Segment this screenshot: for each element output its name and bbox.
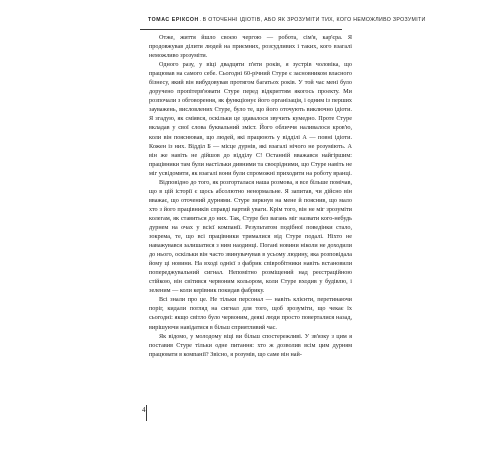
running-header xyxy=(148,17,448,23)
header-separator: . xyxy=(199,17,202,23)
paragraph: Відповідно до того, як розгорталася наша розмова, я все більше помічав, що в цій історії є щось абсолютно ненормальне. Я запитав, чи дійсно він вважає, що оточений дурнями. Стуре зиркнув на мене й пояснив, що мало хто з його працівників справді вартий уваги. Крім того, він не міг зрозуміти колегам, як ставиться до них. Так, Стуре без вагань міг назвати кого-небудь дурнем на очах у всієї компанії. Результатом подібної поведінки стало, зокрема, те, що всі працівники трималися від Стуре подалі. Ніхто не наважувався залишатися з ним наодинці. Погані новини ніколи не доходили до нього, оскільки він часто звинувачував в усьому людину, яка розповідала йому ці новини. На вході однієї з фабрик співробітники навіть встановили попереджувальний сигнал. Непомітно розміщений над реєстраційною стійкою, він світився червоним кольором, коли Стуре входив у будівлю, і зеленим — коли керівник покидав фабрику. xyxy=(149,178,352,295)
header-title: В ОТОЧЕННІ ІДІОТІВ, АБО ЯК ЗРОЗУМІТИ ТИХ, КОГО НЕМОЖЛИВО ЗРОЗУМІТИ xyxy=(202,17,426,23)
paragraph: Одного разу, у віці двадцяти п'яти років, я зустрів чоловіка, що працював на самого себе. Сьогодні 60-річний Стуре є засновником власного бізнесу, який він вибудовував протягом багатьох років. У той час мені було доручено пропітерв'ювати Стуре перед відкриттям якогось проекту. Ми розпочали з обговорення, як функціонує його організація, і одним із перших зауважень, висловлених Стуре, було те, що його оточують виключно ідіоти. Я згадую, як сміявся, оскільки це здавалося звучить кумедно. Проте Стуре вкладав у свої слова буквальний зміст. Його обличчя наливалося кров'ю, коли він пояснював, що людей, які працюють у відділі А — повні ідіоти. Кожен із них. Відділ Б — місце дурнів, які взагалі нічого не розуміють. А він же навіть не дійшов до відділу С! Останній вважався найгіршим: працівники там були настільки дивними та своєрідними, що Стуре навіть не міг усвідомити, як взагалі вони були спроможні приходити на роботу вранці. xyxy=(149,61,352,177)
paragraph: Як відомо, у молодому віці ви більш спостережливі. У зв'язку з цим я поставив Стуре тільки одне питання: хто ж дозволив всім цим дурням працювати в компанії? Звісно, я розумів, що саме він най- xyxy=(149,332,352,358)
header-author: ТОМАС ЕРІКСОН xyxy=(148,17,199,23)
header-rule xyxy=(140,29,342,30)
paragraph: Отже, життя йшло своєю чергою — робота, сім'я, кар'єра. Я продовжував ділити людей на приємних, розсудливих і таких, кого взагалі неможливо зрозуміти. xyxy=(149,34,352,60)
body-text xyxy=(149,33,352,359)
page-number: 4 xyxy=(142,406,146,414)
folio-rule xyxy=(146,405,147,421)
paragraph: Всі знали про це. Не тільки персонал — навіть клієнти, перетинаючи поріг, кидали погляд на сигнал для того, щоб зрозуміти, що чекає їх сьогодні: якщо світло було червоним, деякі люди просто поверталися назад, вирішуючи навідатися в більш сприятливий час. xyxy=(149,296,352,331)
